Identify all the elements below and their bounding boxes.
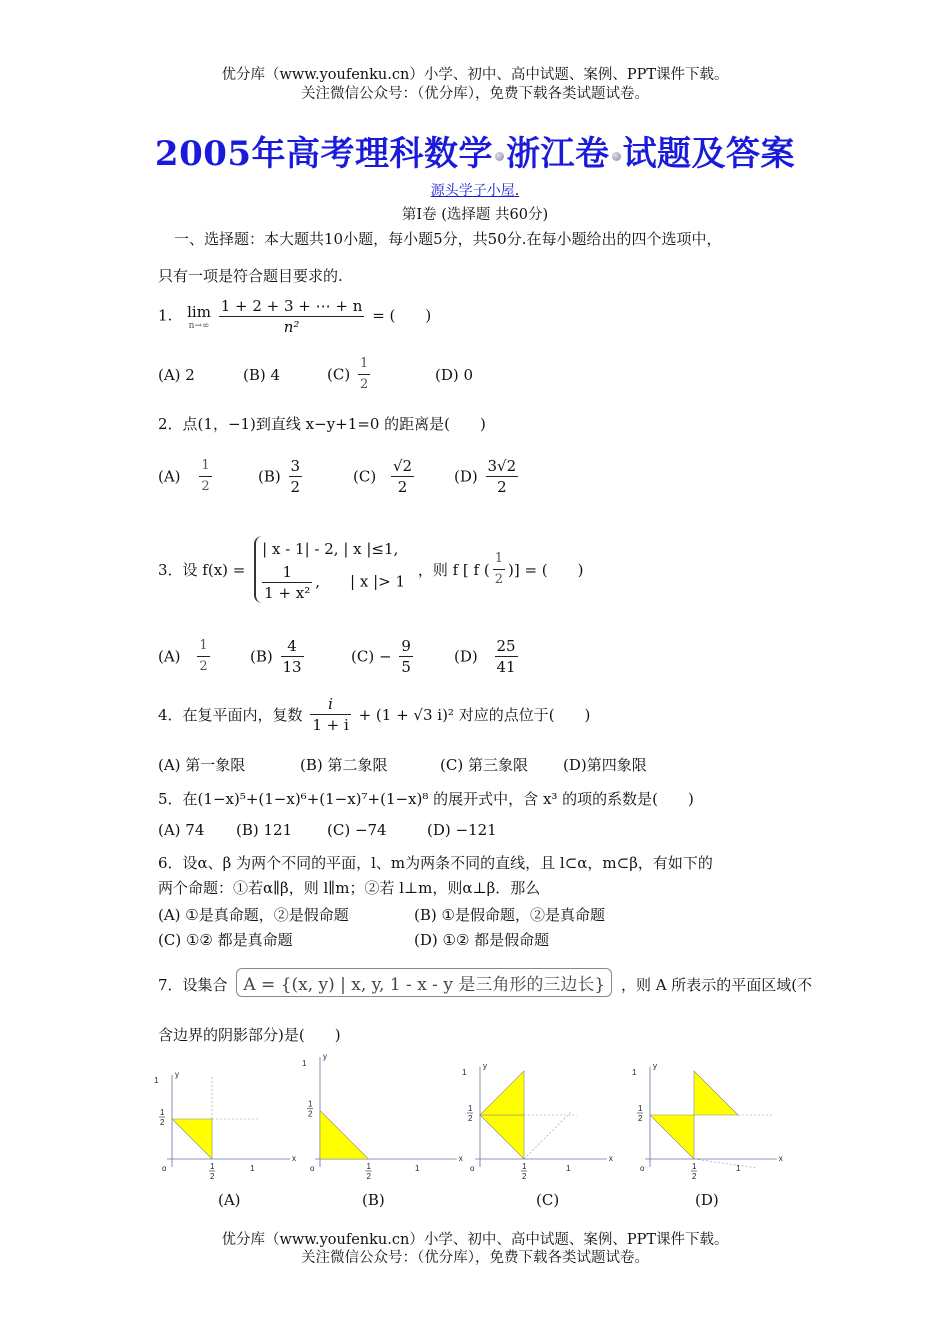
q3-option-b: (B) $\frac{4}{13}$	[250, 637, 302, 676]
origin-label-b: o	[310, 1164, 315, 1173]
q6-option-c: (C) ①② 都是真命题	[158, 931, 293, 949]
q7-set: A = {(x, y) | x, y, 1 - x - y 是三角形的三边长}	[236, 968, 612, 997]
title-part-1: 2005年高考理科数学	[154, 134, 494, 174]
question-1	[158, 296, 431, 337]
q6-option-a: (A) ①是真命题，②是假命题	[158, 906, 349, 924]
question-3: 3．设 f(x) = | x - 1| - 2, | x |≤1, $\frac{1}{\text{1 + x²}}$ , | x |> 1 ，则 f [ f ( $\frac{1}{2}$ )] = ( )	[158, 536, 584, 603]
y-tick-one-d: 1	[632, 1068, 637, 1077]
x-tick-half-num-a: 1	[210, 1162, 215, 1171]
x-tick-half-num-d: 1	[692, 1162, 697, 1171]
q2-option-a: (A) $\frac{1}{2}$	[158, 458, 210, 494]
x-label-a: x	[292, 1154, 296, 1163]
q3-case-1: | x - 1| - 2, | x |≤1,	[262, 540, 399, 558]
x-tick-one-d: 1	[736, 1164, 741, 1173]
x-tick-one-b: 1	[415, 1164, 420, 1173]
q1-option-c: (C) $\frac{1}{2}$	[327, 356, 369, 392]
x-tick-half-den-a: 2	[210, 1172, 215, 1181]
guide-c	[524, 1111, 572, 1159]
q2-option-c: (C) $\frac{√2}{2}$	[353, 457, 413, 496]
y-tick-half-den-b: 2	[308, 1109, 313, 1119]
question-6-line-2: 两个命题：①若α∥β，则 l∥m；②若 l⊥m，则α⊥β．那么	[158, 879, 541, 897]
q2-option-d: (D) $\frac{3√2}{2}$	[454, 457, 517, 496]
q7-graphs	[150, 1052, 810, 1182]
q3-case-2: $\frac{1}{\text{1 + x²}}$ , | x |> 1	[264, 563, 406, 602]
y-tick-half-num-b: 1	[308, 1099, 313, 1109]
q1-option-a: (A) 2	[158, 366, 195, 384]
y-tick-half-den-c: 2	[468, 1114, 473, 1123]
q4-option-d: (D)第四象限	[563, 756, 647, 774]
y-tick-one-a: 1	[154, 1076, 159, 1085]
q4-option-a: (A) 第一象限	[158, 756, 246, 774]
header-line-2: 关注微信公众号：（优分库），免费下载各类试题试卷。	[301, 86, 649, 102]
q1-option-d: (D) 0	[435, 366, 474, 384]
question-7: 7．设集合 A = {(x, y) | x, y, 1 - x - y 是三角形的三边长} ，则 A 所表示的平面区域(不	[158, 968, 812, 997]
y-tick-half-den-a: 2	[160, 1118, 165, 1127]
q7-caption-a: (A)	[218, 1191, 241, 1209]
x-tick-one-a: 1	[250, 1164, 255, 1173]
q7-caption-b: (B)	[362, 1191, 385, 1209]
title-part-3: 试题及答案	[622, 134, 796, 174]
q4-option-c: (C) 第三象限	[440, 756, 528, 774]
y-tick-one-b: 1	[302, 1059, 307, 1068]
y-tick-half-num-a: 1	[160, 1108, 165, 1117]
q1-tail: = ( )	[372, 306, 432, 325]
y-label-b: y	[323, 1052, 327, 1062]
region-d-2	[650, 1115, 694, 1159]
q1-numerator: 1 + 2 + 3 + ⋯ + n	[220, 297, 363, 315]
q5-option-c: (C) −74	[327, 821, 387, 839]
x-tick-half-den-d: 2	[692, 1172, 697, 1181]
q1-option-b: (B) 4	[243, 366, 281, 384]
origin-label-d: o	[640, 1164, 645, 1173]
y-label-d: y	[653, 1061, 657, 1071]
q1-denominator: n²	[283, 318, 300, 336]
footer-line-2: 关注微信公众号：（优分库），免费下载各类试题试卷。	[301, 1250, 649, 1266]
region-a	[172, 1119, 212, 1159]
region-c-2	[480, 1115, 524, 1159]
x-label-b: x	[458, 1154, 463, 1163]
x-label-d: x	[778, 1154, 783, 1163]
q7-caption-d: (D)	[695, 1191, 719, 1209]
question-5: 5．在(1−x)⁵+(1−x)⁶+(1−x)⁷+(1−x)⁸ 的展开式中，含 x³ 的项的系数是( )	[158, 790, 694, 808]
instructions-line-1: 一、选择题：本大题共10小题，每小题5分，共50分.在每小题给出的四个选项中，	[174, 230, 722, 248]
x-tick-half-num-c: 1	[522, 1162, 527, 1171]
question-2: 2．点(1，−1)到直线 x−y+1=0 的距离是( )	[158, 415, 486, 433]
footer-line-1: 优分库（www.youfenku.cn）小学、初中、高中试题、案例、PPT课件下载。	[221, 1232, 729, 1248]
x-tick-half-den-c: 2	[522, 1172, 527, 1181]
region-d	[694, 1071, 738, 1115]
author-link[interactable]: 源头学子小屋.	[430, 183, 520, 199]
q7-caption-c: (C)	[536, 1191, 560, 1209]
q6-option-b: (B) ①是假命题，②是真命题	[414, 906, 605, 924]
q1-lim-sub: n→∞	[188, 320, 210, 331]
y-tick-half-den-d: 2	[638, 1114, 643, 1123]
x-tick-half-den-b: 2	[366, 1172, 371, 1181]
x-label-c: x	[608, 1154, 613, 1163]
header-line-1: 优分库（www.youfenku.cn）小学、初中、高中试题、案例、PPT课件下载。	[221, 67, 729, 83]
y-label-c: y	[483, 1061, 487, 1071]
section-heading: 第Ⅰ卷 (选择题 共60分)	[401, 207, 549, 223]
q3-option-c: (C) − $\frac{9}{5}$	[351, 637, 411, 676]
page-title	[0, 126, 950, 175]
q3-option-a: (A) $\frac{1}{2}$	[158, 638, 208, 674]
bullet-icon	[495, 152, 504, 161]
y-label-a: y	[175, 1070, 179, 1079]
question-7-line-2: 含边界的阴影部分)是( )	[158, 1026, 341, 1044]
q2-option-b: (B) $\frac{3}{2}$	[258, 457, 301, 496]
y-tick-half-num-d: 1	[638, 1104, 643, 1113]
origin-label-a: o	[162, 1164, 167, 1173]
q1-number: 1.	[158, 306, 173, 325]
y-tick-one-c: 1	[462, 1068, 467, 1077]
title-part-2: 浙江卷	[506, 134, 610, 174]
q1-lim: lim	[187, 302, 211, 321]
q5-option-d: (D) −121	[427, 821, 497, 839]
region-c	[480, 1071, 524, 1115]
q3-option-d: (D) $\frac{25}{41}$	[454, 637, 516, 676]
q5-option-b: (B) 121	[236, 821, 293, 839]
q4-option-b: (B) 第二象限	[300, 756, 388, 774]
origin-label-c: o	[470, 1164, 475, 1173]
guide-d	[694, 1159, 756, 1168]
q6-option-d: (D) ①② 都是假命题	[414, 931, 550, 949]
q5-option-a: (A) 74	[158, 821, 205, 839]
y-tick-half-num-c: 1	[468, 1104, 473, 1113]
x-tick-half-num-b: 1	[366, 1162, 371, 1171]
question-6-line-1: 6．设α、β 为两个不同的平面，l、m为两条不同的直线，且 l⊂α，m⊂β，有如下的	[158, 854, 713, 872]
instructions-line-2: 只有一项是符合题目要求的.	[158, 267, 343, 285]
question-4: 4．在复平面内，复数 $\frac{i}{1 + i}$ + (1 + √3 i)² 对应的点位于( )	[158, 695, 591, 734]
region-b	[320, 1111, 369, 1160]
bullet-icon	[612, 152, 621, 161]
x-tick-one-c: 1	[566, 1164, 571, 1173]
